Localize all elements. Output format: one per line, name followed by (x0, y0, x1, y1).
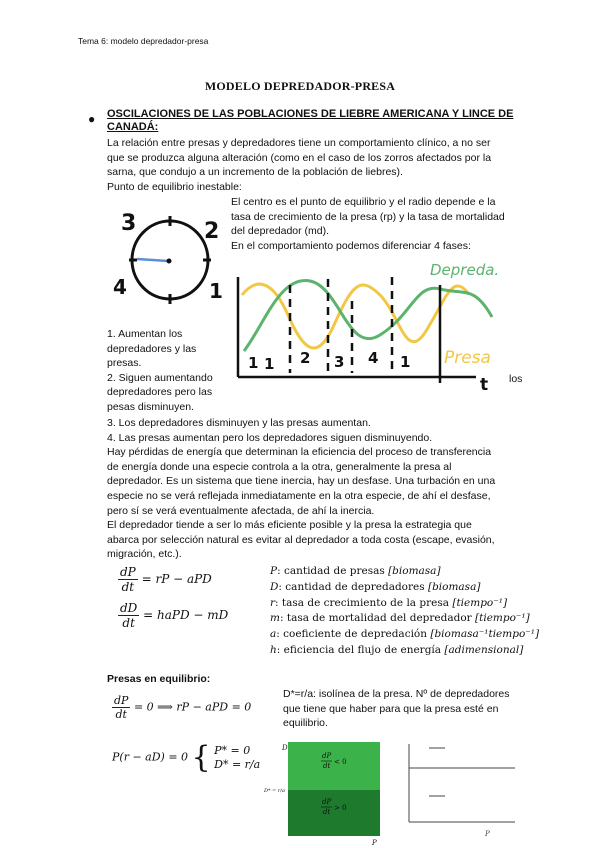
svg-text:dP: dP (322, 798, 332, 806)
equation-prey: $\frac{dP}{dt}$ = rP − aPD (120, 565, 212, 594)
svg-text:D* = r/a: D* = r/a (264, 788, 285, 794)
equilibrium-subtitle: Presas en equilibrio: (107, 673, 211, 685)
circle-label-3: 3 (121, 211, 137, 236)
equation-cases: P(r − aD) = 0 { P* = 0 D* = r/a (112, 740, 261, 775)
text-line: sarna, que condujo a un incremento de la población de liebres). (107, 166, 403, 179)
definition-row: h: eficiencia del flujo de energía [adimensional] (270, 643, 524, 656)
intro-paragraph (107, 136, 527, 180)
definition-row: r: tasa de crecimiento de la presa [tiempo⁻¹] (270, 596, 508, 609)
isoline-axes-sketch (405, 740, 520, 840)
text-line: del depredador (md). (231, 225, 330, 238)
variable-definitions (270, 564, 539, 659)
definition-row: m: tasa de mortalidad del depredador [tiempo⁻¹] (270, 612, 530, 625)
text-line: que se produzca alguna alteración (como en el caso de los zorros afectados por la (107, 151, 492, 164)
circle-label-1: 1 (209, 279, 223, 303)
svg-text:2: 2 (300, 349, 311, 367)
svg-text:D: D (282, 744, 288, 752)
svg-text:1: 1 (248, 354, 259, 372)
region-increasing (288, 790, 380, 836)
body-paragraph: 3. Los depredadores disminuyen y las presas aumentan. 4. Las presas aumentan pero los depredadores siguen disminuyendo. Hay pérdidas de energía que determinan la eficiencia del proceso de transferencia de energía donde una especie controla a la otra, generalmente la presa al depredador. Es un sistema que tiene inercia, hay un desfase. Una turbación en una especie no se verá reflejada inmediatamente en la otra especie, de ahí el desfase, pero sí se verá eventualmente afectada, de ahí la inercia. El depredador tiende a ser lo más eficiente posible y la presa la estrategia que abarca por selección natural es evitar al depredador a toda costa (escape, evasión, migración, etc.). (107, 417, 496, 561)
svg-text:P: P (372, 839, 377, 846)
definition-row: P: cantidad de presas [biomasa] (270, 565, 441, 577)
prey-curve (242, 284, 468, 348)
circle-label-4: 4 (113, 275, 127, 299)
isoline-description: D*=r/a: isolínea de la presa. Nº de depredadores que tiene que haber para que la presa esté en equilibrio. (283, 688, 510, 730)
page-header: Tema 6: modelo depredador-presa (78, 36, 209, 46)
svg-text:3: 3 (334, 353, 345, 371)
equilibrium-circle-sketch (107, 200, 232, 305)
text-line: El centro es el punto de equilibrio y el radio depende e la (231, 196, 496, 208)
svg-text:P: P (485, 830, 490, 838)
time-axis-label: t (480, 375, 489, 395)
circle-label-2: 2 (204, 219, 220, 244)
text-fragment: los (509, 373, 523, 385)
oscillation-graph (230, 255, 510, 395)
svg-text:dt: dt (323, 808, 331, 816)
equilibrium-description (231, 195, 531, 253)
svg-text:dP: dP (322, 752, 332, 760)
svg-text:1: 1 (400, 353, 411, 371)
svg-text:dt: dt (323, 762, 331, 770)
svg-text:> 0: > 0 (334, 804, 347, 812)
definition-row: a: coeficiente de depredación [biomasa⁻¹tiempo⁻¹] (270, 628, 540, 641)
predator-curve (244, 281, 492, 351)
text-line: La relación entre presas y depredadores tiene un comportamiento clínico, a no ser (107, 137, 491, 149)
text-line: tasa de crecimiento de la presa (rp) y la tasa de mortalidad (231, 210, 505, 223)
svg-text:< 0: < 0 (334, 758, 347, 766)
prey-isoline-diagram (262, 738, 387, 846)
prey-label: Presa (444, 348, 491, 368)
phase-list: 1. Aumentan los depredadores y las presas. 2. Siguen aumentando depredadores pero las pesas disminuyen. (107, 328, 213, 413)
equation-equilibrium: $\frac{dP}{dt}$ = 0 ⟹ rP − aPD = 0 (114, 694, 252, 721)
svg-text:4: 4 (368, 349, 379, 367)
definition-row: D: cantidad de depredadores [biomasa] (270, 580, 481, 593)
bullet-icon: ● (88, 112, 96, 126)
svg-text:1: 1 (264, 355, 275, 373)
equilibrium-label: Punto de equilibrio inestable: (107, 181, 242, 193)
text-line: En el comportamiento podemos diferenciar 4 fases: (231, 239, 471, 252)
predator-label: Depreda. (430, 261, 500, 279)
section-heading: OSCILACIONES DE LAS POBLACIONES DE LIEBRE AMERICANA Y LINCE DE CANADÁ: (107, 108, 514, 133)
region-decreasing (288, 742, 380, 790)
radius-line (137, 259, 168, 261)
page-title: MODELO DEPREDADOR-PRESA (204, 79, 396, 93)
center-point (167, 259, 172, 264)
equation-predator: $\frac{dD}{dt}$ = haPD − mD (120, 601, 229, 630)
